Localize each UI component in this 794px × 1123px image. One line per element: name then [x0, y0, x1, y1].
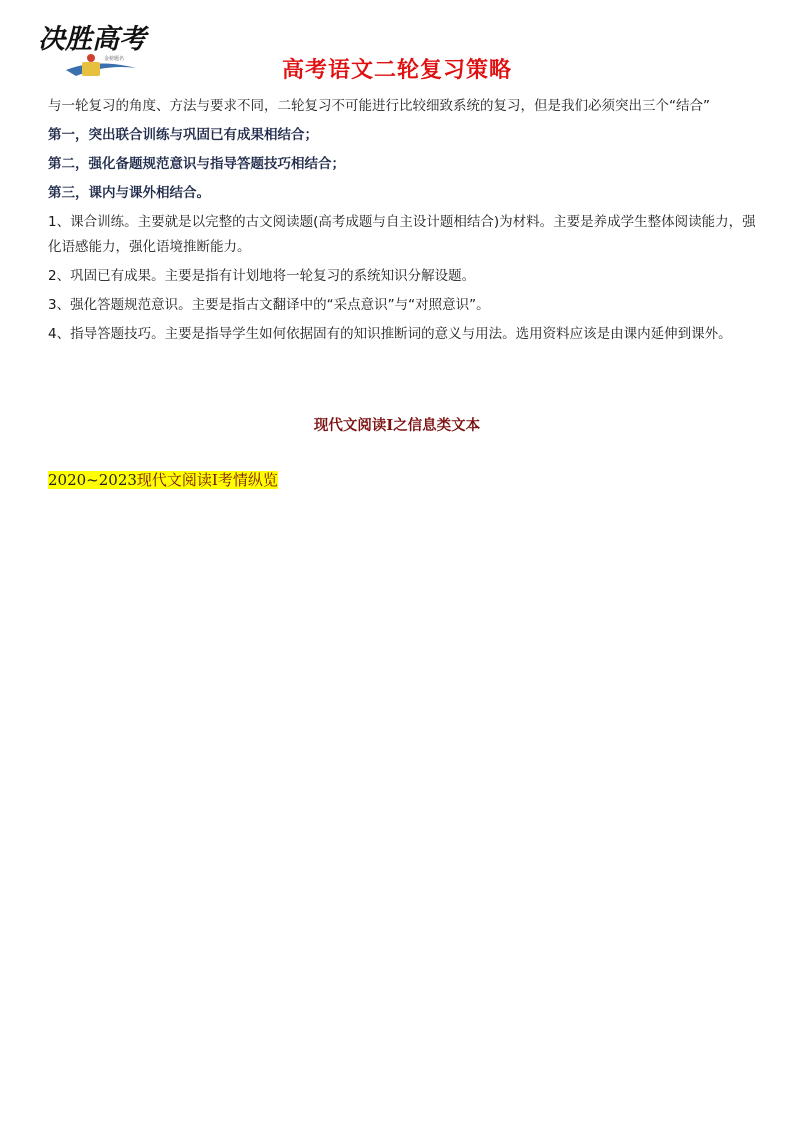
- highlight-year: 2020~2023: [48, 471, 137, 489]
- item-3: 3、强化答题规范意识。主要是指古文翻译中的“采点意识”与“对照意识”。: [48, 297, 490, 313]
- point-2: 第二，强化备题规范意识与指导答题技巧相结合；: [48, 156, 345, 172]
- page-title: 高考语文二轮复习策略: [281, 58, 512, 83]
- intro-paragraph: 与一轮复习的角度、方法与要求不同，二轮复习不可能进行比较细致系统的复习，但是我们必须突出三个“结合”: [48, 98, 710, 114]
- item-1: 1、课合训练。主要就是以完整的古文阅读题(高考成题与自主设计题相结合)为材料。主要是养成学生整体阅读能力，强化语感能力，强化语境推断能力。: [48, 214, 756, 255]
- section-title: 现代文阅读Ⅰ之信息类文本: [313, 417, 481, 434]
- logo-text: 决胜高考: [38, 24, 146, 55]
- highlight-heading: [48, 469, 278, 491]
- logo-caption: 金榜题名: [104, 56, 125, 62]
- item-2: 2、巩固已有成果。主要是指有计划地将一轮复习的系统知识分解设题。: [48, 268, 476, 284]
- item-4: 4、指导答题技巧。主要是指导学生如何依据固有的知识推断词的意义与用法。选用资料应该是由课内延伸到课外。: [48, 326, 732, 342]
- point-1: 第一，突出联合训练与巩固已有成果相结合；: [48, 127, 318, 143]
- point-3: 第三，课内与课外相结合。: [48, 185, 210, 201]
- document-body: [48, 94, 768, 347]
- highlight-text: 现代文阅读Ⅰ考情纵览: [136, 471, 278, 489]
